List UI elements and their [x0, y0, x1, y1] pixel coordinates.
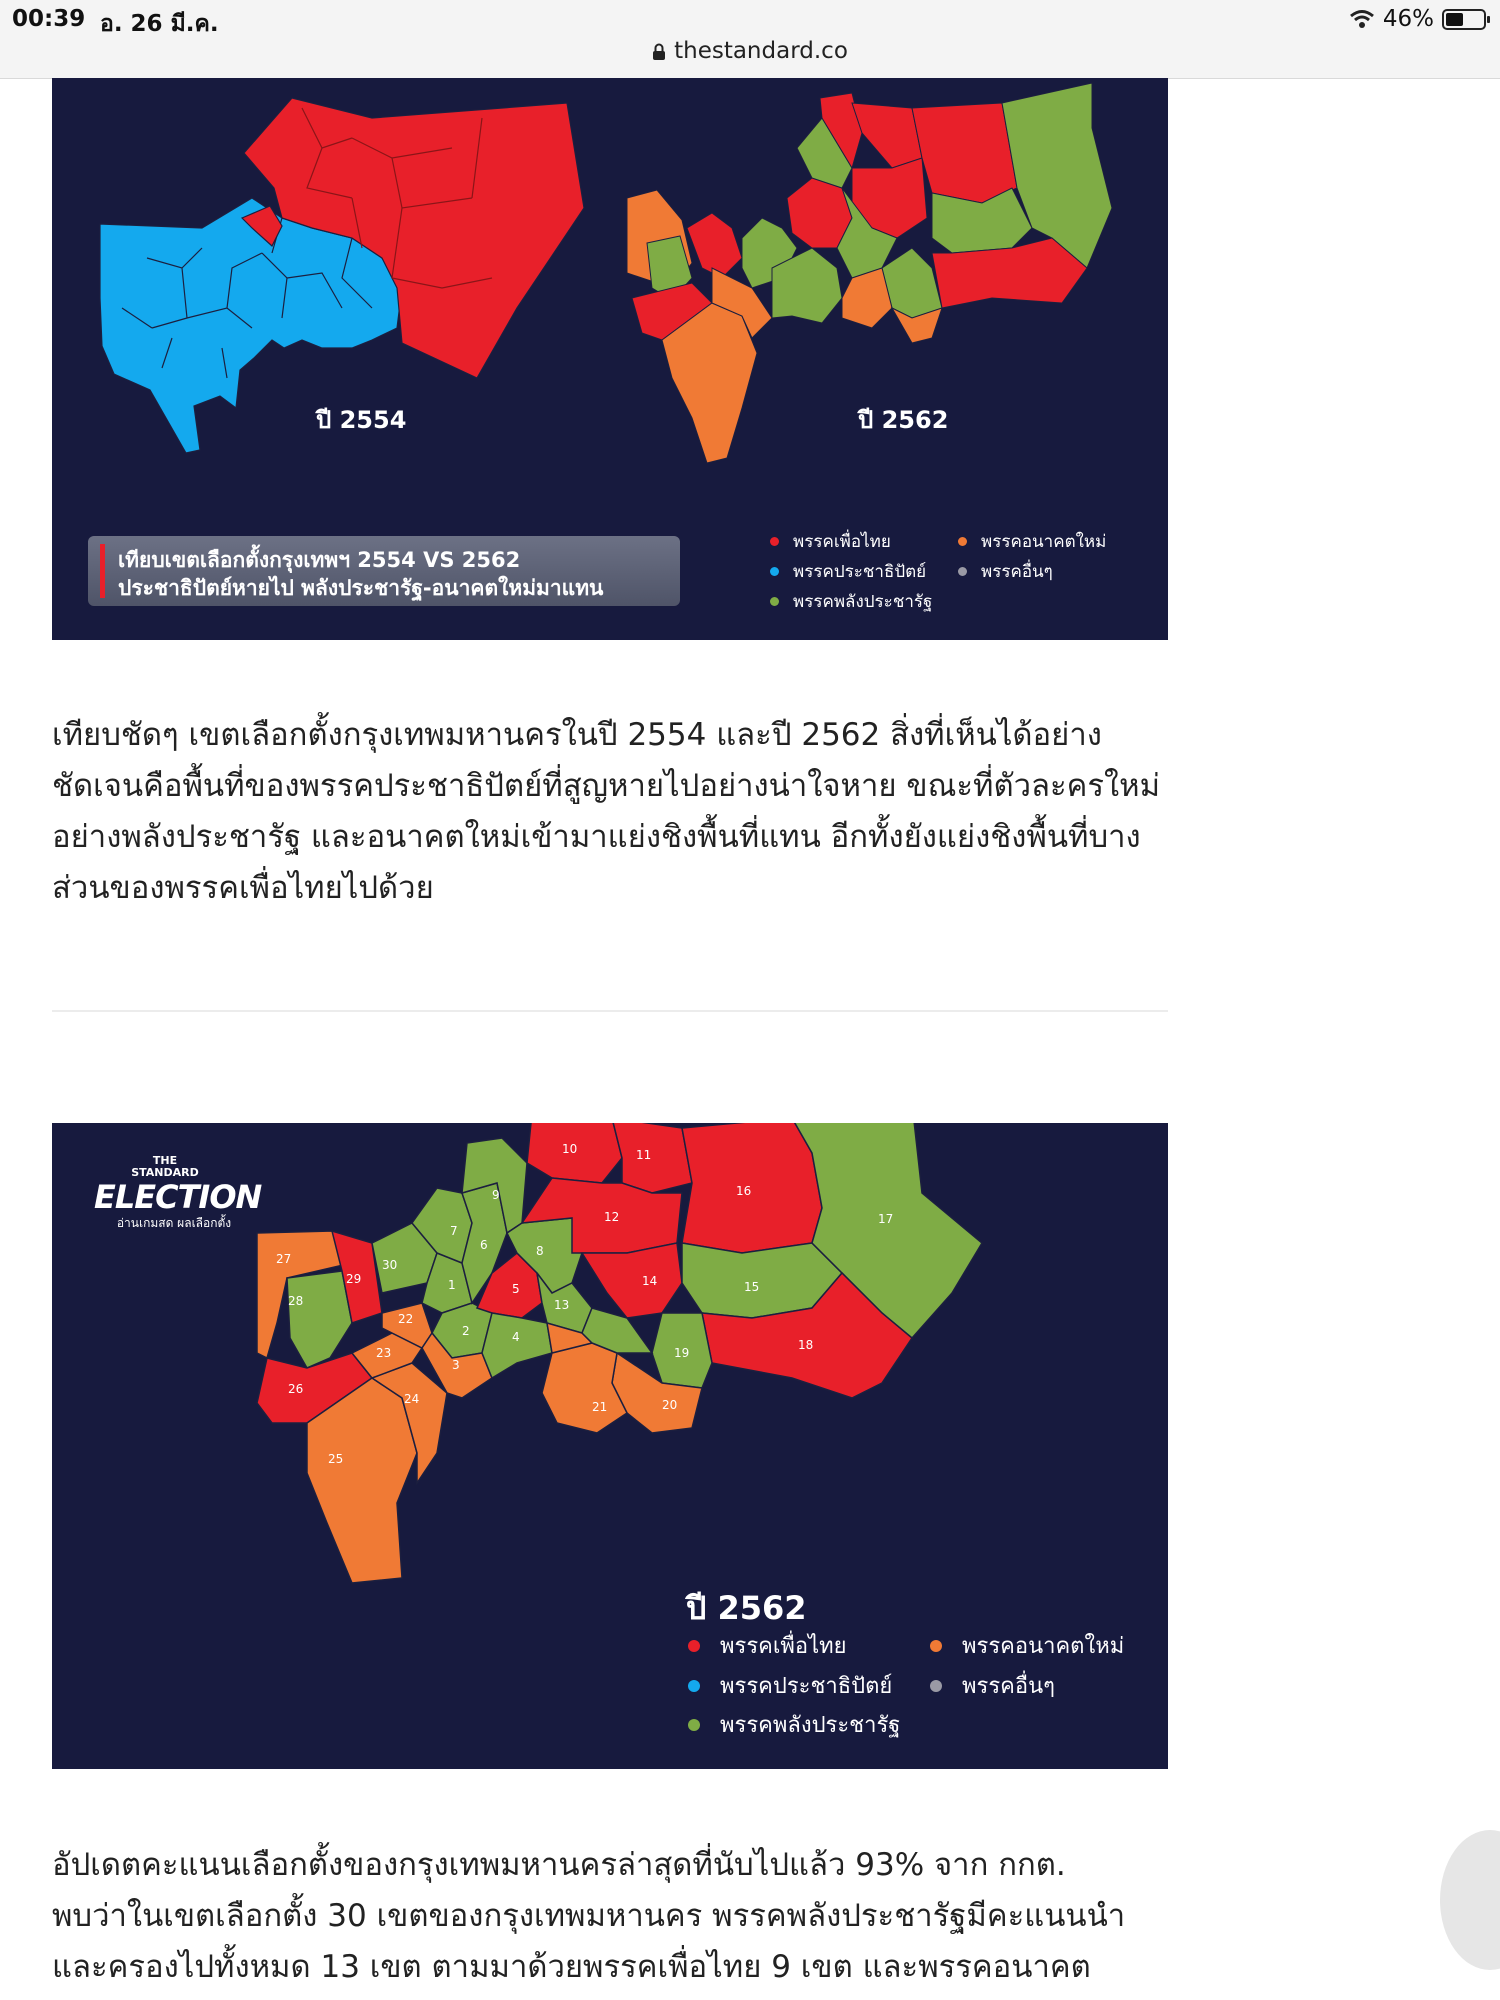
- district-label-20: 20: [662, 1398, 678, 1412]
- battery-icon: [1442, 9, 1486, 30]
- legend-dot: [958, 537, 967, 546]
- article-paragraph-1: เทียบชัดๆ เขตเลือกตั้งกรุงเทพมหานครในปี 2554 และปี 2562 สิ่งที่เห็นได้อย่างชัดเจนคือพื้นที่ของพรรคประชาธิปัตย์ที่สูญหายไปอย่างน่าใจหาย ขณะที่ตัวละครใหม่อย่างพลังประชารัฐ และอนาคตใหม่เข้ามาแย่งชิงพื้นที่แทน อีกทั้งยังแย่งชิงพื้นที่บางส่วนของพรรคเพื่อไทยไปด้วย: [52, 717, 1161, 906]
- legend-small-item: พรรคประชาธิปัตย์: [770, 558, 926, 585]
- logo-the: THE: [152, 1154, 178, 1167]
- district-label-16: 16: [736, 1184, 752, 1198]
- logo-subtitle: อ่านเกมสด ผลเลือกตั้ง: [116, 1216, 232, 1230]
- legend-small-item: พรรคพลังประชารัฐ: [770, 588, 932, 615]
- election-map-image: [52, 1123, 1168, 1769]
- caption-accent: [100, 544, 105, 598]
- district-label-15: 15: [744, 1280, 760, 1294]
- district-21: [542, 1343, 627, 1433]
- status-date: อ. 26 มี.ค.: [100, 11, 219, 37]
- paragraph-2-line-2: พบว่าในเขตเลือกตั้ง 30 เขตของกรุงเทพมหานคร พรรคพลังประชารัฐมีคะแนนนำ: [52, 1898, 1126, 1934]
- lock-icon: [652, 43, 666, 61]
- legend-dot: [770, 567, 779, 576]
- legend-dot: [688, 1640, 700, 1652]
- district-label-1: 1: [448, 1278, 456, 1292]
- legend-large-item: พรรคอื่นๆ: [930, 1668, 1055, 1703]
- district-label-11: 11: [636, 1148, 652, 1162]
- caption-line-2: ประชาธิปัตย์หายไป พลังประชารัฐ-อนาคตใหม่มาแทน: [118, 576, 604, 600]
- district-label-27: 27: [276, 1252, 292, 1266]
- comparison-map-image: [52, 78, 1168, 640]
- legend-large-item: พรรคประชาธิปัตย์: [688, 1668, 892, 1703]
- district-label-30: 30: [382, 1258, 398, 1272]
- district-11: [612, 1123, 692, 1193]
- district-label-19: 19: [674, 1346, 690, 1360]
- district-label-17: 17: [878, 1212, 894, 1226]
- district-label-14: 14: [642, 1274, 658, 1288]
- url-text: thestandard.co: [674, 38, 848, 64]
- district-label-18: 18: [798, 1338, 814, 1352]
- floating-scroll-button[interactable]: [1440, 1830, 1500, 1970]
- legend-dot: [958, 567, 967, 576]
- district-label-12: 12: [604, 1210, 620, 1224]
- district-label-5: 5: [512, 1282, 520, 1296]
- legend-large-item: พรรคเพื่อไทย: [688, 1628, 847, 1663]
- legend-dot: [930, 1640, 942, 1652]
- legend-large-item: พรรคพลังประชารัฐ: [688, 1707, 900, 1742]
- status-time: 00:39: [12, 6, 86, 32]
- district-label-9: 9: [492, 1188, 500, 1202]
- district-label-4: 4: [512, 1330, 520, 1344]
- paragraph-2-line-1: อัปเดตคะแนนเลือกตั้งของกรุงเทพมหานครล่าสุดที่นับไปแล้ว 93% จาก กกต.: [52, 1847, 1066, 1883]
- section-divider: [52, 1010, 1168, 1012]
- district-label-28: 28: [288, 1294, 304, 1308]
- logo-standard: STANDARD: [131, 1166, 199, 1179]
- status-bar: [0, 0, 1500, 79]
- legend-dot: [688, 1680, 700, 1692]
- wifi-icon: [1349, 9, 1375, 29]
- legend-small-item: พรรคอนาคตใหม่: [958, 528, 1106, 555]
- legend-large-item: พรรคอนาคตใหม่: [930, 1628, 1124, 1663]
- article-paragraph-2: [52, 1840, 1172, 1993]
- label-2562: ปี 2562: [858, 406, 949, 434]
- standard-election-logo: [94, 1154, 262, 1231]
- district-label-10: 10: [562, 1142, 578, 1156]
- district-4: [482, 1313, 552, 1378]
- district-label-24: 24: [404, 1392, 420, 1406]
- status-right: [1349, 6, 1486, 32]
- legend-small-item: พรรคอื่นๆ: [958, 558, 1053, 585]
- label-2554: ปี 2554: [316, 406, 407, 434]
- district-label-7: 7: [450, 1224, 458, 1238]
- district-label-13: 13: [554, 1298, 570, 1312]
- district-label-22: 22: [398, 1312, 414, 1326]
- district-label-23: 23: [376, 1346, 392, 1360]
- year-label-2562: ปี 2562: [686, 1589, 807, 1627]
- caption-line-1: เทียบเขตเลือกตั้งกรุงเทพฯ 2554 VS 2562: [118, 548, 521, 572]
- district-28: [287, 1271, 352, 1368]
- district-label-3: 3: [452, 1358, 460, 1372]
- district-label-2: 2: [462, 1324, 470, 1338]
- legend-dot: [770, 537, 779, 546]
- paragraph-2-line-3: และครองไปทั้งหมด 13 เขต ตามมาด้วยพรรคเพื่อไทย 9 เขต และพรรคอนาคต: [52, 1949, 1091, 1985]
- district-label-6: 6: [480, 1238, 488, 1252]
- comparison-caption: [88, 536, 680, 606]
- legend-dot: [930, 1680, 942, 1692]
- district-16: [682, 1123, 822, 1253]
- legend-dot: [688, 1719, 700, 1731]
- address-bar[interactable]: [0, 38, 1500, 64]
- district-label-25: 25: [328, 1452, 344, 1466]
- legend-dot: [770, 597, 779, 606]
- district-label-26: 26: [288, 1382, 304, 1396]
- district-label-29: 29: [346, 1272, 362, 1286]
- battery-percent: 46%: [1382, 6, 1434, 32]
- logo-election: ELECTION: [94, 1178, 262, 1216]
- legend-small-item: พรรคเพื่อไทย: [770, 528, 891, 555]
- district-label-21: 21: [592, 1400, 608, 1414]
- district-label-8: 8: [536, 1244, 544, 1258]
- district-14: [582, 1243, 682, 1318]
